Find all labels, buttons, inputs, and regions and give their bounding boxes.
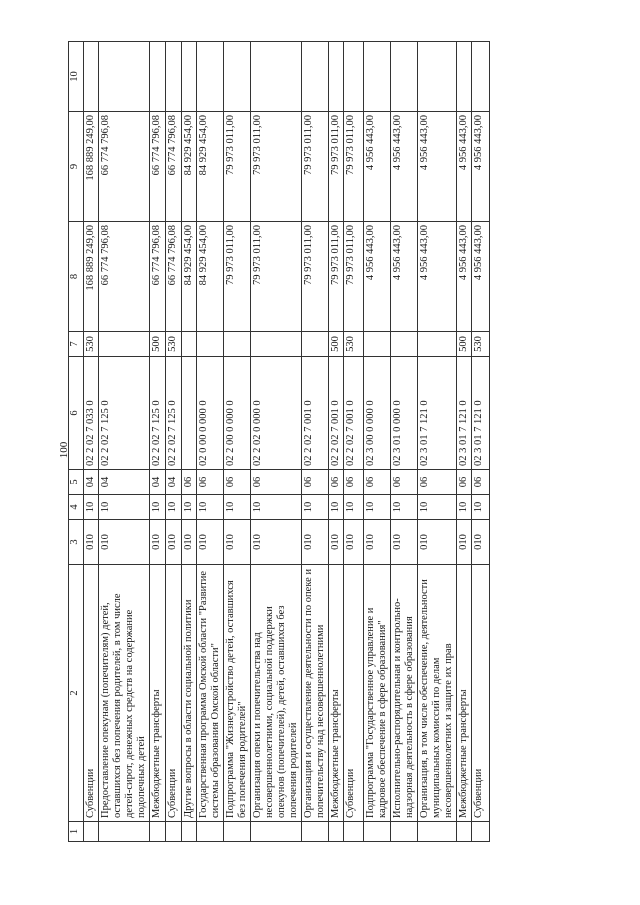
expense-type-cell [197,332,224,357]
target-article-cell: 02 2 02 7 125 0 [99,357,150,470]
table-row [197,42,224,842]
amount-cell: 66 774 796,08 [99,112,150,222]
extra-cell [391,42,418,112]
section-cell: 10 [166,495,182,520]
description-cell: Субвенции [166,565,182,822]
admin-code-cell: 010 [251,520,302,565]
admin-code-cell: 010 [472,520,490,565]
admin-code-cell: 010 [302,520,329,565]
description-cell: Предоставление опекунам (попечителям) детей, оставшихся без попечения родителей, в том числе детей-сирот, денежных средств на содержание подопечных детей [99,565,150,822]
table-row [329,42,344,842]
description-cell: Подпрограмма "Жизнеустройство детей, оставшихся без попечения родителей" [224,565,251,822]
amount-cell: 79 973 011,00 [329,222,344,332]
description-cell: Субвенции [344,565,364,822]
table-row [251,42,302,842]
column-number: 10 [69,42,84,112]
extra-cell [472,42,490,112]
description-cell: Государственная программа Омской области "Развитие системы образования Омской области" [197,565,224,822]
target-article-cell: 02 2 02 0 000 0 [251,357,302,470]
admin-code-cell: 010 [344,520,364,565]
extra-cell [99,42,150,112]
amount-cell: 79 973 011,00 [344,222,364,332]
section-cell: 10 [84,495,99,520]
target-article-cell: 02 2 02 7 001 0 [329,357,344,470]
row-number-cell [251,822,302,842]
subsection-cell: 06 [302,470,329,495]
amount-cell: 79 973 011,00 [302,222,329,332]
admin-code-cell: 010 [457,520,472,565]
subsection-cell: 06 [418,470,457,495]
column-number: 5 [69,470,84,495]
table-row [472,42,490,842]
amount-cell: 4 956 443,00 [472,112,490,222]
description-cell: Другие вопросы в области социальной политики [182,565,197,822]
section-cell: 10 [99,495,150,520]
admin-code-cell: 010 [150,520,166,565]
expense-type-cell: 530 [344,332,364,357]
amount-cell: 4 956 443,00 [418,112,457,222]
row-number-cell [364,822,391,842]
expense-type-cell [418,332,457,357]
table-row [166,42,182,842]
amount-cell: 79 973 011,00 [344,112,364,222]
amount-cell: 66 774 796,08 [150,112,166,222]
row-number-cell [166,822,182,842]
subsection-cell: 06 [344,470,364,495]
extra-cell [344,42,364,112]
section-cell: 10 [302,495,329,520]
extra-cell [418,42,457,112]
amount-cell: 79 973 011,00 [329,112,344,222]
section-cell: 10 [472,495,490,520]
amount-cell: 66 774 796,08 [99,222,150,332]
amount-cell: 168 889 249,00 [84,222,99,332]
target-article-cell: 02 0 00 0 000 0 [197,357,224,470]
table-row [418,42,457,842]
section-cell: 10 [329,495,344,520]
column-number: 1 [69,822,84,842]
amount-cell: 4 956 443,00 [472,222,490,332]
amount-cell: 79 973 011,00 [224,112,251,222]
table-row [99,42,150,842]
section-cell: 10 [344,495,364,520]
extra-cell [224,42,251,112]
admin-code-cell: 010 [224,520,251,565]
expense-type-cell: 500 [457,332,472,357]
amount-cell: 79 973 011,00 [224,222,251,332]
amount-cell: 79 973 011,00 [251,112,302,222]
description-cell: Межбюджетные трансферты [150,565,166,822]
subsection-cell: 06 [224,470,251,495]
table-body [84,42,490,842]
target-article-cell [182,357,197,470]
description-cell: Субвенции [84,565,99,822]
table-row [302,42,329,842]
subsection-cell: 04 [150,470,166,495]
expense-type-cell: 500 [329,332,344,357]
subsection-cell: 06 [472,470,490,495]
column-number: 4 [69,495,84,520]
subsection-cell: 04 [99,470,150,495]
extra-cell [150,42,166,112]
expense-type-cell [224,332,251,357]
subsection-cell: 04 [166,470,182,495]
amount-cell: 66 774 796,08 [150,222,166,332]
extra-cell [197,42,224,112]
admin-code-cell: 010 [197,520,224,565]
amount-cell: 84 929 454,00 [197,222,224,332]
table-row [391,42,418,842]
row-number-cell [84,822,99,842]
section-cell: 10 [197,495,224,520]
target-article-cell: 02 3 00 0 000 0 [364,357,391,470]
section-cell: 10 [418,495,457,520]
admin-code-cell: 010 [418,520,457,565]
table-row [457,42,472,842]
row-number-cell [457,822,472,842]
amount-cell: 4 956 443,00 [364,222,391,332]
extra-cell [84,42,99,112]
column-number: 9 [69,112,84,222]
description-cell: Субвенции [472,565,490,822]
section-cell: 10 [224,495,251,520]
target-article-cell: 02 3 01 7 121 0 [418,357,457,470]
target-article-cell: 02 2 02 7 001 0 [344,357,364,470]
column-number-row [69,42,84,842]
admin-code-cell: 010 [166,520,182,565]
target-article-cell: 02 2 00 0 000 0 [224,357,251,470]
row-number-cell [472,822,490,842]
subsection-cell: 04 [84,470,99,495]
amount-cell: 79 973 011,00 [302,112,329,222]
description-cell: Организация, в том числе обеспечение, деятельности муниципальных комиссий по делам несовершеннолетних и защите их прав [418,565,457,822]
budget-table [68,41,490,842]
expense-type-cell: 500 [150,332,166,357]
expense-type-cell: 530 [472,332,490,357]
budget-table-container [68,42,613,842]
amount-cell: 84 929 454,00 [197,112,224,222]
expense-type-cell [391,332,418,357]
target-article-cell: 02 3 01 7 121 0 [457,357,472,470]
section-cell: 10 [150,495,166,520]
expense-type-cell [302,332,329,357]
row-number-cell [150,822,166,842]
amount-cell: 4 956 443,00 [391,222,418,332]
row-number-cell [99,822,150,842]
section-cell: 10 [182,495,197,520]
row-number-cell [302,822,329,842]
extra-cell [457,42,472,112]
target-article-cell: 02 2 02 7 001 0 [302,357,329,470]
row-number-cell [224,822,251,842]
subsection-cell: 06 [182,470,197,495]
target-article-cell: 02 2 02 7 125 0 [150,357,166,470]
amount-cell: 4 956 443,00 [457,222,472,332]
description-cell: Подпрограмма "Государственное управление и кадровое обеспечение в сфере образования" [364,565,391,822]
subsection-cell: 06 [364,470,391,495]
admin-code-cell: 010 [182,520,197,565]
section-cell: 10 [391,495,418,520]
amount-cell: 66 774 796,08 [166,222,182,332]
expense-type-cell [364,332,391,357]
description-cell: Организация и осуществление деятельности по опеке и попечительству над несовершеннолетними [302,565,329,822]
row-number-cell [182,822,197,842]
amount-cell: 84 929 454,00 [182,222,197,332]
table-row [84,42,99,842]
table-row [150,42,166,842]
admin-code-cell: 010 [99,520,150,565]
row-number-cell [197,822,224,842]
amount-cell: 4 956 443,00 [391,112,418,222]
amount-cell: 4 956 443,00 [457,112,472,222]
table-row [224,42,251,842]
admin-code-cell: 010 [391,520,418,565]
subsection-cell: 06 [391,470,418,495]
extra-cell [166,42,182,112]
admin-code-cell: 010 [364,520,391,565]
expense-type-cell [99,332,150,357]
expense-type-cell [182,332,197,357]
column-number: 2 [69,565,84,822]
description-cell: Организация опеки и попечительства над несовершеннолетними, социальной поддержки опекунов (попечителей), детей, оставшихся без попечения родителей [251,565,302,822]
section-cell: 10 [457,495,472,520]
expense-type-cell: 530 [166,332,182,357]
row-number-cell [418,822,457,842]
extra-cell [302,42,329,112]
amount-cell: 168 889 249,00 [84,112,99,222]
table-row [344,42,364,842]
target-article-cell: 02 2 02 7 125 0 [166,357,182,470]
subsection-cell: 06 [329,470,344,495]
amount-cell: 79 973 011,00 [251,222,302,332]
section-cell: 10 [364,495,391,520]
column-number: 6 [69,357,84,470]
subsection-cell: 06 [197,470,224,495]
admin-code-cell: 010 [84,520,99,565]
description-cell: Межбюджетные трансферты [457,565,472,822]
subsection-cell: 06 [251,470,302,495]
description-cell: Межбюджетные трансферты [329,565,344,822]
amount-cell: 66 774 796,08 [166,112,182,222]
extra-cell [251,42,302,112]
extra-cell [182,42,197,112]
extra-cell [329,42,344,112]
table-row [364,42,391,842]
target-article-cell: 02 3 01 0 000 0 [391,357,418,470]
row-number-cell [344,822,364,842]
table-row [182,42,197,842]
section-cell: 10 [251,495,302,520]
row-number-cell [329,822,344,842]
extra-cell [364,42,391,112]
amount-cell: 84 929 454,00 [182,112,197,222]
target-article-cell: 02 3 01 7 121 0 [472,357,490,470]
column-number: 3 [69,520,84,565]
expense-type-cell: 530 [84,332,99,357]
admin-code-cell: 010 [329,520,344,565]
column-number: 7 [69,332,84,357]
expense-type-cell [251,332,302,357]
amount-cell: 4 956 443,00 [364,112,391,222]
subsection-cell: 06 [457,470,472,495]
amount-cell: 4 956 443,00 [418,222,457,332]
column-number: 8 [69,222,84,332]
target-article-cell: 02 2 02 7 033 0 [84,357,99,470]
description-cell: Исполнительно-распорядительная и контрольно-надзорная деятельность в сфере образования [391,565,418,822]
row-number-cell [391,822,418,842]
page-number: 100 [58,441,70,459]
